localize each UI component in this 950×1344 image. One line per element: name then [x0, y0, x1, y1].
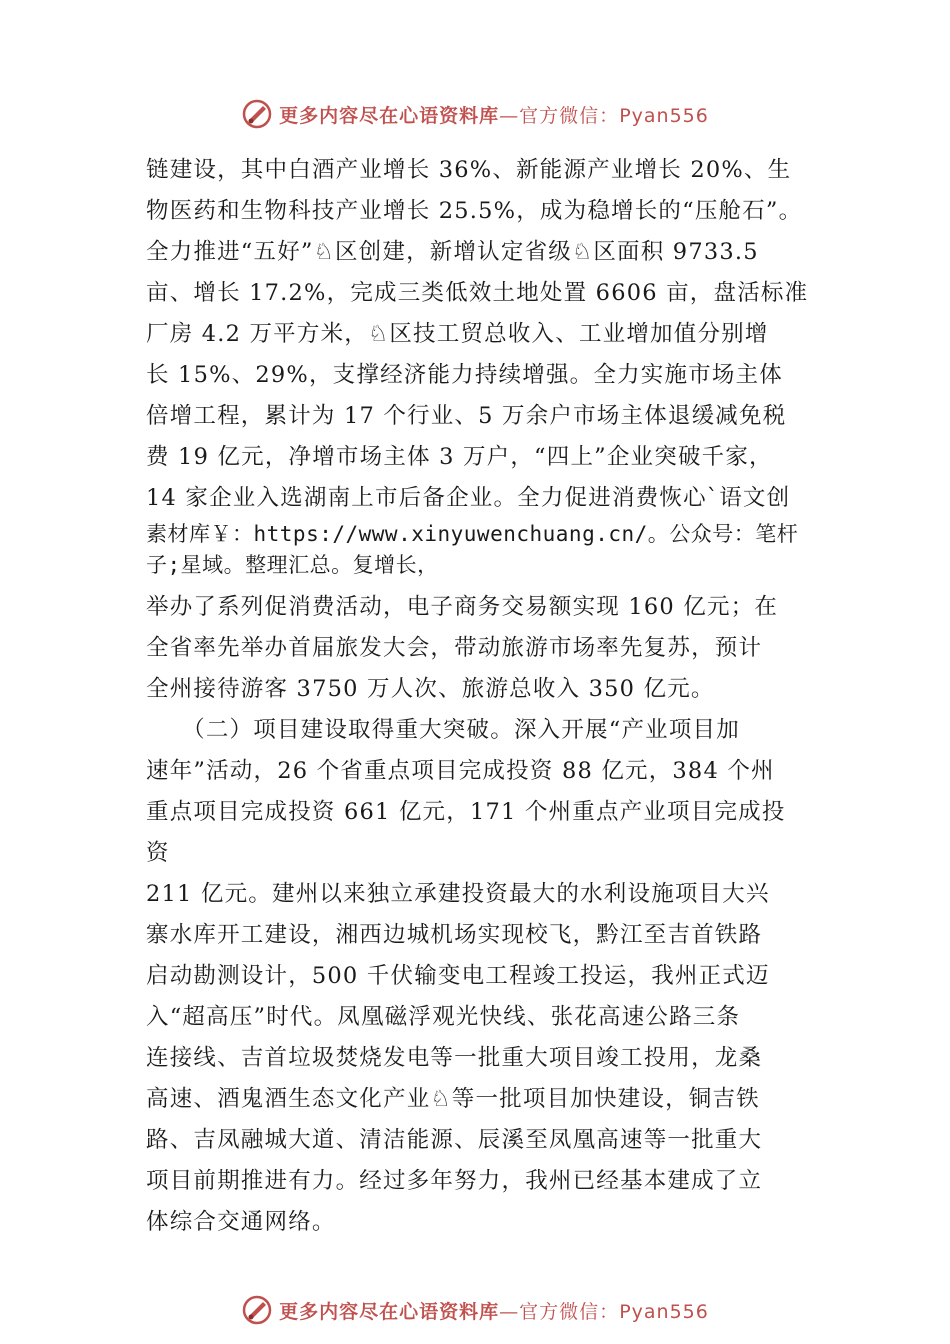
text-line: 211 亿元。建州以来独立承建投资最大的水利设施项目大兴	[146, 881, 770, 907]
watermark-title: 更多内容尽在心语资料库	[279, 104, 500, 127]
text-line: 速年”活动，26 个省重点项目完成投资 88 亿元，384 个州	[146, 758, 775, 784]
text-line: 全省率先举办首届旅发大会，带动旅游市场率先复苏，预计	[146, 635, 763, 661]
text-line: 物医药和生物科技产业增长 25.5%，成为稳增长的“压舱石”。	[146, 198, 803, 224]
watermark-text	[279, 101, 709, 128]
text-line: 启动勘测设计，500 千伏输变电工程竣工投运，我州正式迈	[146, 963, 770, 989]
text-line: 费 19 亿元，净增市场主体 3 万户，“四上”企业突破千家，	[146, 444, 773, 470]
text-line: 重点项目完成投资 661 亿元，171 个州重点产业项目完成投	[146, 799, 786, 825]
text-line: 14 家企业入选湖南上市后备企业。全力促进消费恢心`语文创	[146, 485, 791, 511]
watermark-title: 更多内容尽在心语资料库	[279, 1300, 500, 1323]
text-line: 全州接待游客 3750 万人次、旅游总收入 350 亿元。	[146, 676, 715, 702]
text-line: 路、吉凤融城大道、清洁能源、辰溪至凤凰高速等一批重大	[146, 1127, 763, 1153]
text-line: 资	[146, 840, 170, 866]
watermark-dash: —	[499, 1300, 520, 1323]
footer-watermark-banner	[0, 1292, 950, 1328]
text-line: 寨水库开工建设，湘西边城机场实现校飞，黔江至吉首铁路	[146, 922, 763, 948]
text-line: 长 15%、29%，支撑经济能力持续增强。全力实施市场主体	[146, 362, 783, 388]
library-logo-icon	[241, 98, 273, 130]
inserted-watermark-line: 子;星域。整理汇总。复增长，	[146, 553, 439, 577]
text-line: 项目前期推进有力。经过多年努力，我州已经基本建成了立	[146, 1168, 763, 1194]
watermark-account: Pyan556	[619, 1300, 709, 1323]
section-heading-line: （二）项目建设取得重大突破。深入开展“产业项目加	[146, 717, 740, 743]
text-line: 举办了系列促消费活动，电子商务交易额实现 160 亿元；在	[146, 594, 779, 620]
inserted-watermark-line: 素材库￥：https://www.xinyuwenchuang.cn/。公众号：笔杆	[146, 522, 799, 546]
watermark-dash: —	[499, 104, 520, 127]
text-line: 亩、增长 17.2%，完成三类低效土地处置 6606 亩，盘活标准	[146, 280, 809, 306]
text-line: 全力推进“五好”♘区创建，新增认定省级♘区面积 9733.5	[146, 239, 759, 265]
watermark-wechat-label: 官方微信：	[519, 1300, 620, 1323]
document-body	[146, 150, 836, 1243]
watermark-wechat-label: 官方微信：	[519, 104, 620, 127]
library-logo-icon	[241, 1294, 273, 1326]
text-line: 厂房 4.2 万平方米，♘区技工贸总收入、工业增加值分别增	[146, 321, 769, 347]
text-line: 入“超高压”时代。凤凰磁浮观光快线、张花高速公路三条	[146, 1004, 741, 1030]
watermark-text	[279, 1297, 709, 1324]
text-line: 倍增工程，累计为 17 个行业、5 万余户市场主体退缓减免税	[146, 403, 787, 429]
text-line: 体综合交通网络。	[146, 1209, 336, 1235]
text-line: 链建设，其中白酒产业增长 36%、新能源产业增长 20%、生	[146, 157, 792, 183]
text-line: 高速、酒鬼酒生态文化产业♘等一批项目加快建设，铜吉铁	[146, 1086, 760, 1112]
watermark-account: Pyan556	[619, 104, 709, 127]
text-line: 连接线、吉首垃圾焚烧发电等一批重大项目竣工投用，龙桑	[146, 1045, 763, 1071]
header-watermark-banner	[0, 96, 950, 132]
